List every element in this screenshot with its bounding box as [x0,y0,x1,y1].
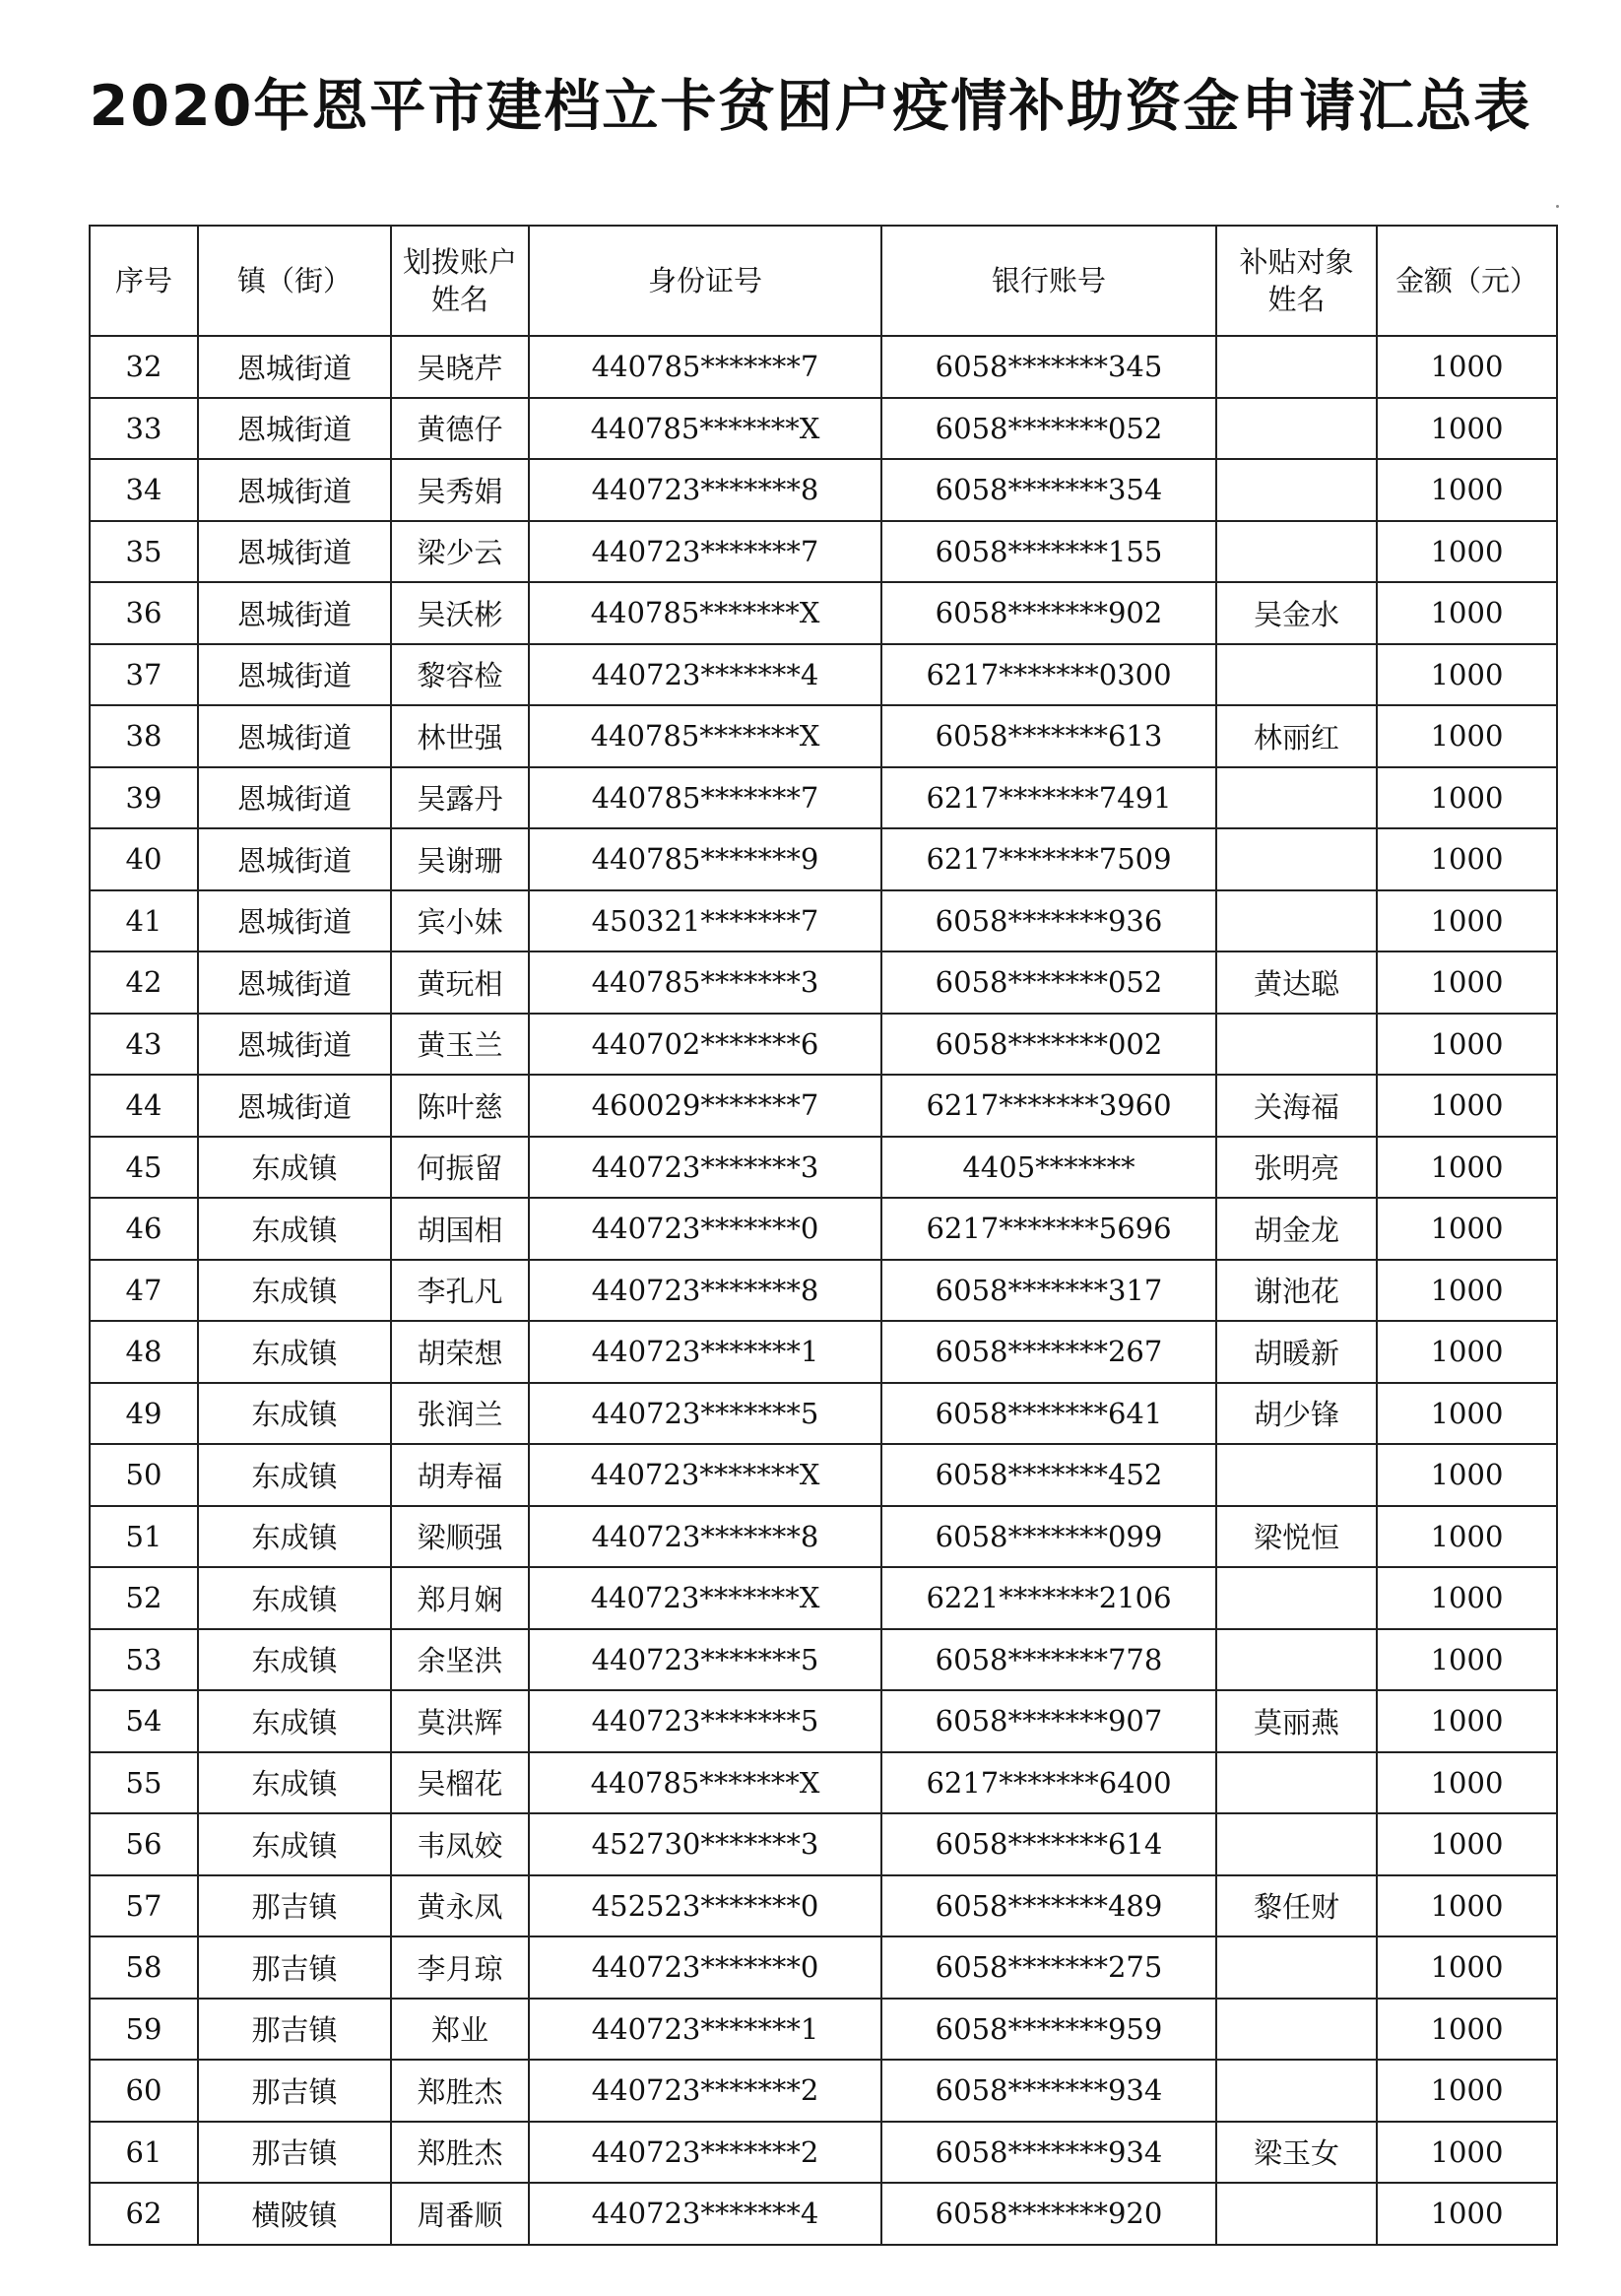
cell-id-number: 440723*******2 [529,2060,881,2122]
cell-account-name: 黎容检 [391,644,529,706]
cell-town: 恩城街道 [198,890,391,952]
cell-town: 恩城街道 [198,1075,391,1137]
cell-account-name: 何振留 [391,1137,529,1199]
cell-beneficiary: 黎任财 [1216,1875,1377,1937]
cell-amount: 1000 [1377,1506,1557,1568]
cell-id-number: 450321*******7 [529,890,881,952]
cell-bank-account: 6058*******354 [881,459,1216,521]
subsidy-table [89,225,1558,2246]
cell-id-number: 440723*******3 [529,1137,881,1199]
header-beneficiary: 补贴对象姓名 [1216,226,1377,336]
cell-town: 恩城街道 [198,521,391,583]
table-row [90,1075,1557,1137]
cell-account-name: 李月琼 [391,1936,529,1999]
table-row [90,398,1557,460]
cell-serial: 47 [90,1260,198,1322]
table-row [90,2122,1557,2184]
cell-amount: 1000 [1377,1014,1557,1076]
cell-bank-account: 4405******* [881,1137,1216,1199]
cell-bank-account: 6217*******7491 [881,767,1216,829]
cell-serial: 54 [90,1690,198,1752]
cell-beneficiary: 胡金龙 [1216,1198,1377,1260]
header-amount: 金额（元） [1377,226,1557,336]
cell-bank-account: 6058*******317 [881,1260,1216,1322]
cell-id-number: 440723*******5 [529,1383,881,1445]
cell-id-number: 440723*******4 [529,2183,881,2245]
cell-amount: 1000 [1377,1629,1557,1691]
table-row [90,521,1557,583]
cell-amount: 1000 [1377,644,1557,706]
table-row [90,1936,1557,1999]
cell-town: 东成镇 [198,1752,391,1814]
cell-beneficiary [1216,644,1377,706]
table-row [90,1999,1557,2061]
cell-amount: 1000 [1377,459,1557,521]
table-row [90,1321,1557,1383]
cell-account-name: 吴沃彬 [391,582,529,644]
cell-town: 东成镇 [198,1506,391,1568]
cell-serial: 50 [90,1444,198,1506]
cell-amount: 1000 [1377,1567,1557,1629]
cell-beneficiary: 胡暖新 [1216,1321,1377,1383]
cell-beneficiary [1216,1567,1377,1629]
cell-account-name: 陈叶慈 [391,1075,529,1137]
cell-account-name: 吴秀娟 [391,459,529,521]
header-serial: 序号 [90,226,198,336]
cell-serial: 37 [90,644,198,706]
cell-amount: 1000 [1377,398,1557,460]
cell-account-name: 宾小妹 [391,890,529,952]
cell-amount: 1000 [1377,1383,1557,1445]
cell-id-number: 440785*******X [529,1752,881,1814]
cell-serial: 60 [90,2060,198,2122]
table-row [90,1690,1557,1752]
cell-serial: 61 [90,2122,198,2184]
cell-town: 横陂镇 [198,2183,391,2245]
cell-town: 东成镇 [198,1383,391,1445]
cell-bank-account: 6058*******641 [881,1383,1216,1445]
cell-amount: 1000 [1377,1999,1557,2061]
cell-town: 东成镇 [198,1690,391,1752]
cell-id-number: 460029*******7 [529,1075,881,1137]
cell-id-number: 440723*******0 [529,1936,881,1999]
cell-town: 东成镇 [198,1260,391,1322]
cell-serial: 48 [90,1321,198,1383]
cell-amount: 1000 [1377,336,1557,398]
cell-beneficiary [1216,1999,1377,2061]
cell-beneficiary [1216,398,1377,460]
cell-account-name: 吴谢珊 [391,828,529,890]
cell-bank-account: 6058*******920 [881,2183,1216,2245]
cell-serial: 58 [90,1936,198,1999]
cell-beneficiary [1216,828,1377,890]
cell-bank-account: 6058*******267 [881,1321,1216,1383]
table-row [90,1137,1557,1199]
cell-serial: 57 [90,1875,198,1937]
table-row [90,767,1557,829]
cell-bank-account: 6058*******002 [881,1014,1216,1076]
table-row [90,1444,1557,1506]
cell-serial: 32 [90,336,198,398]
cell-town: 恩城街道 [198,582,391,644]
cell-beneficiary [1216,767,1377,829]
cell-bank-account: 6221*******2106 [881,1567,1216,1629]
cell-serial: 38 [90,705,198,767]
cell-account-name: 余坚洪 [391,1629,529,1691]
cell-amount: 1000 [1377,1075,1557,1137]
cell-serial: 62 [90,2183,198,2245]
cell-account-name: 梁少云 [391,521,529,583]
cell-beneficiary: 莫丽燕 [1216,1690,1377,1752]
cell-bank-account: 6217*******6400 [881,1752,1216,1814]
table-row [90,1014,1557,1076]
cell-serial: 40 [90,828,198,890]
cell-beneficiary [1216,1936,1377,1999]
cell-account-name: 郑胜杰 [391,2122,529,2184]
cell-account-name: 黄玉兰 [391,1014,529,1076]
cell-serial: 55 [90,1752,198,1814]
cell-bank-account: 6058*******489 [881,1875,1216,1937]
table-row [90,890,1557,952]
table-row [90,1198,1557,1260]
header-bank-account: 银行账号 [881,226,1216,336]
cell-id-number: 440723*******8 [529,1260,881,1322]
table-row [90,2060,1557,2122]
cell-serial: 53 [90,1629,198,1691]
cell-bank-account: 6058*******902 [881,582,1216,644]
table-row [90,336,1557,398]
cell-serial: 49 [90,1383,198,1445]
cell-amount: 1000 [1377,828,1557,890]
cell-id-number: 440785*******X [529,582,881,644]
cell-beneficiary [1216,459,1377,521]
header-row [90,226,1557,336]
cell-beneficiary: 吴金水 [1216,582,1377,644]
cell-id-number: 440723*******8 [529,1506,881,1568]
table-row [90,1629,1557,1691]
cell-beneficiary: 黄达聪 [1216,951,1377,1014]
cell-serial: 34 [90,459,198,521]
cell-town: 恩城街道 [198,459,391,521]
table-row [90,705,1557,767]
cell-serial: 42 [90,951,198,1014]
cell-beneficiary [1216,1014,1377,1076]
table-row [90,951,1557,1014]
table-row [90,1260,1557,1322]
cell-town: 恩城街道 [198,644,391,706]
cell-bank-account: 6058*******155 [881,521,1216,583]
cell-amount: 1000 [1377,2122,1557,2184]
cell-serial: 43 [90,1014,198,1076]
cell-town: 那吉镇 [198,2060,391,2122]
cell-serial: 59 [90,1999,198,2061]
cell-bank-account: 6058*******959 [881,1999,1216,2061]
cell-beneficiary: 梁悦恒 [1216,1506,1377,1568]
cell-town: 恩城街道 [198,767,391,829]
scan-speck [1556,205,1559,208]
cell-id-number: 440723*******5 [529,1629,881,1691]
cell-bank-account: 6058*******934 [881,2122,1216,2184]
cell-amount: 1000 [1377,1936,1557,1999]
cell-beneficiary [1216,1629,1377,1691]
cell-serial: 35 [90,521,198,583]
cell-bank-account: 6058*******052 [881,398,1216,460]
cell-id-number: 440785*******9 [529,828,881,890]
cell-account-name: 郑月娴 [391,1567,529,1629]
cell-amount: 1000 [1377,2183,1557,2245]
table-row [90,828,1557,890]
cell-town: 东成镇 [198,1444,391,1506]
cell-beneficiary: 谢池花 [1216,1260,1377,1322]
cell-serial: 46 [90,1198,198,1260]
cell-serial: 41 [90,890,198,952]
table-row [90,1383,1557,1445]
cell-beneficiary [1216,521,1377,583]
cell-amount: 1000 [1377,951,1557,1014]
cell-bank-account: 6058*******778 [881,1629,1216,1691]
cell-id-number: 440723*******X [529,1444,881,1506]
cell-beneficiary [1216,336,1377,398]
cell-amount: 1000 [1377,1444,1557,1506]
cell-id-number: 440785*******7 [529,767,881,829]
table-row [90,644,1557,706]
cell-beneficiary: 关海福 [1216,1075,1377,1137]
cell-id-number: 440723*******5 [529,1690,881,1752]
cell-serial: 52 [90,1567,198,1629]
cell-account-name: 周番顺 [391,2183,529,2245]
cell-amount: 1000 [1377,521,1557,583]
cell-account-name: 梁顺强 [391,1506,529,1568]
cell-bank-account: 6058*******452 [881,1444,1216,1506]
cell-bank-account: 6058*******936 [881,890,1216,952]
cell-town: 那吉镇 [198,1936,391,1999]
table-row [90,2183,1557,2245]
cell-beneficiary [1216,890,1377,952]
cell-town: 那吉镇 [198,2122,391,2184]
cell-amount: 1000 [1377,1875,1557,1937]
cell-account-name: 林世强 [391,705,529,767]
cell-amount: 1000 [1377,1813,1557,1875]
cell-id-number: 452523*******0 [529,1875,881,1937]
cell-town: 那吉镇 [198,1999,391,2061]
cell-town: 恩城街道 [198,951,391,1014]
table-row [90,1875,1557,1937]
cell-amount: 1000 [1377,1198,1557,1260]
cell-id-number: 440723*******0 [529,1198,881,1260]
cell-bank-account: 6058*******345 [881,336,1216,398]
cell-id-number: 452730*******3 [529,1813,881,1875]
cell-bank-account: 6217*******3960 [881,1075,1216,1137]
cell-serial: 33 [90,398,198,460]
cell-account-name: 吴晓芹 [391,336,529,398]
cell-account-name: 郑胜杰 [391,2060,529,2122]
cell-bank-account: 6217*******5696 [881,1198,1216,1260]
cell-id-number: 440785*******X [529,705,881,767]
cell-amount: 1000 [1377,890,1557,952]
cell-town: 恩城街道 [198,1014,391,1076]
cell-account-name: 胡寿福 [391,1444,529,1506]
cell-account-name: 李孔凡 [391,1260,529,1322]
cell-town: 恩城街道 [198,398,391,460]
cell-beneficiary: 张明亮 [1216,1137,1377,1199]
cell-town: 东成镇 [198,1198,391,1260]
cell-id-number: 440723*******8 [529,459,881,521]
cell-amount: 1000 [1377,1260,1557,1322]
table-row [90,582,1557,644]
cell-bank-account: 6217*******0300 [881,644,1216,706]
cell-serial: 39 [90,767,198,829]
cell-bank-account: 6058*******275 [881,1936,1216,1999]
cell-id-number: 440723*******1 [529,1321,881,1383]
cell-amount: 1000 [1377,1321,1557,1383]
cell-serial: 51 [90,1506,198,1568]
cell-bank-account: 6058*******907 [881,1690,1216,1752]
cell-town: 东成镇 [198,1321,391,1383]
cell-town: 东成镇 [198,1629,391,1691]
cell-serial: 56 [90,1813,198,1875]
cell-account-name: 韦凤姣 [391,1813,529,1875]
cell-beneficiary [1216,1813,1377,1875]
cell-beneficiary [1216,1752,1377,1814]
cell-bank-account: 6217*******7509 [881,828,1216,890]
cell-bank-account: 6058*******613 [881,705,1216,767]
cell-amount: 1000 [1377,1137,1557,1199]
cell-id-number: 440723*******X [529,1567,881,1629]
cell-amount: 1000 [1377,705,1557,767]
cell-id-number: 440785*******7 [529,336,881,398]
header-id-number: 身份证号 [529,226,881,336]
cell-id-number: 440723*******1 [529,1999,881,2061]
cell-amount: 1000 [1377,582,1557,644]
cell-account-name: 黄德仔 [391,398,529,460]
cell-beneficiary: 林丽红 [1216,705,1377,767]
table-row [90,1813,1557,1875]
cell-amount: 1000 [1377,2060,1557,2122]
page-title: 2020年恩平市建档立卡贫困户疫情补助资金申请汇总表 [89,74,1532,139]
cell-town: 东成镇 [198,1567,391,1629]
cell-bank-account: 6058*******099 [881,1506,1216,1568]
cell-beneficiary: 梁玉女 [1216,2122,1377,2184]
cell-town: 那吉镇 [198,1875,391,1937]
cell-bank-account: 6058*******052 [881,951,1216,1014]
header-account-name: 划拨账户姓名 [391,226,529,336]
cell-town: 恩城街道 [198,336,391,398]
cell-beneficiary: 胡少锋 [1216,1383,1377,1445]
cell-serial: 36 [90,582,198,644]
cell-account-name: 胡荣想 [391,1321,529,1383]
table-row [90,1567,1557,1629]
cell-account-name: 胡国相 [391,1198,529,1260]
cell-amount: 1000 [1377,1690,1557,1752]
table-row [90,1752,1557,1814]
cell-account-name: 郑业 [391,1999,529,2061]
table-row [90,1506,1557,1568]
cell-town: 东成镇 [198,1137,391,1199]
cell-account-name: 吴露丹 [391,767,529,829]
cell-account-name: 黄玩相 [391,951,529,1014]
cell-amount: 1000 [1377,767,1557,829]
cell-serial: 45 [90,1137,198,1199]
cell-town: 恩城街道 [198,705,391,767]
cell-id-number: 440785*******3 [529,951,881,1014]
cell-account-name: 张润兰 [391,1383,529,1445]
cell-amount: 1000 [1377,1752,1557,1814]
cell-town: 东成镇 [198,1813,391,1875]
cell-id-number: 440723*******7 [529,521,881,583]
cell-id-number: 440723*******4 [529,644,881,706]
cell-bank-account: 6058*******934 [881,2060,1216,2122]
cell-town: 恩城街道 [198,828,391,890]
header-town: 镇（街） [198,226,391,336]
table-row [90,459,1557,521]
cell-beneficiary [1216,2183,1377,2245]
cell-account-name: 吴榴花 [391,1752,529,1814]
cell-id-number: 440785*******X [529,398,881,460]
cell-account-name: 黄永凤 [391,1875,529,1937]
cell-beneficiary [1216,1444,1377,1506]
cell-id-number: 440723*******2 [529,2122,881,2184]
cell-beneficiary [1216,2060,1377,2122]
cell-bank-account: 6058*******614 [881,1813,1216,1875]
cell-account-name: 莫洪辉 [391,1690,529,1752]
cell-id-number: 440702*******6 [529,1014,881,1076]
cell-serial: 44 [90,1075,198,1137]
